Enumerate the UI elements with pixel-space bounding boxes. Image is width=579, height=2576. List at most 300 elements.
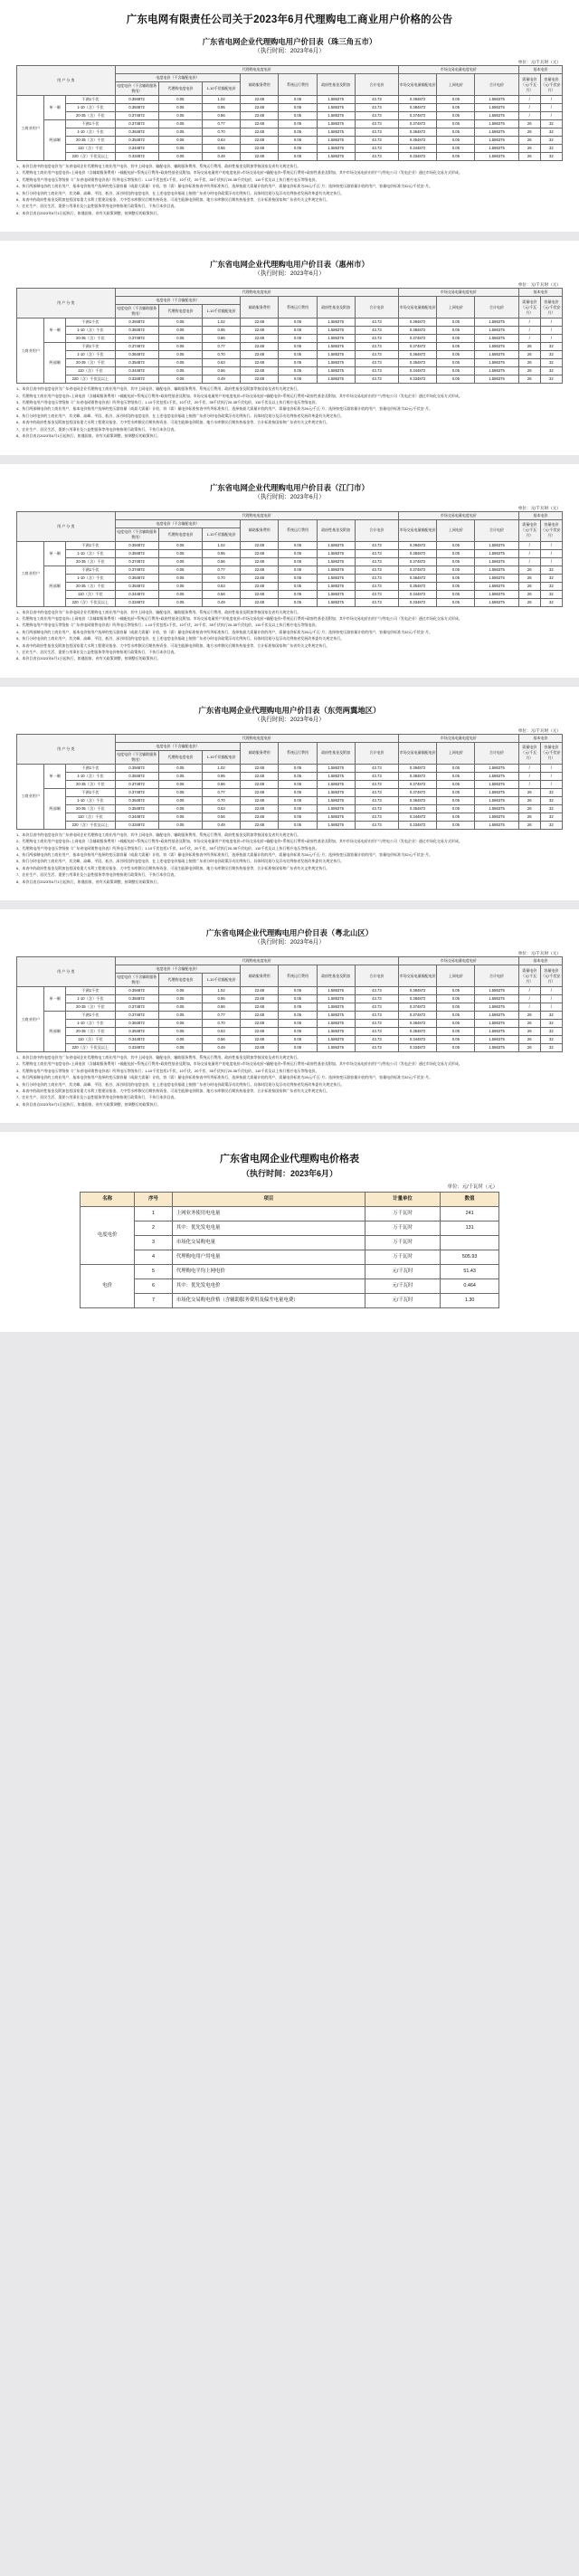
cell: 0.77	[202, 566, 240, 574]
cell: 0.49	[202, 375, 240, 384]
cell: 43.73	[355, 804, 398, 813]
col-mkt-grid: 市场交易电量输配电价	[399, 519, 437, 541]
col-demand: 需量电价（元/千瓦·月）	[518, 742, 540, 764]
cell: 0.05	[158, 335, 202, 343]
price-list-sub: （执行时间：2023年6月）	[241, 1169, 338, 1179]
row-voltage: 不满1千伏	[66, 96, 115, 104]
col-gov: 政府性基金及附加	[317, 519, 355, 541]
cell: 7	[135, 1294, 173, 1308]
cell: 22.68	[241, 367, 279, 375]
cell: 1.586375	[317, 995, 355, 1003]
cell: 26	[518, 788, 540, 796]
row-voltage: 1-10（含）千伏	[66, 574, 115, 582]
cell: 43.73	[355, 549, 398, 557]
col-gov: 政府性基金及附加	[317, 965, 355, 987]
cell: 0.05	[437, 804, 475, 813]
cell: 26	[518, 804, 540, 813]
cell: 1.586375	[475, 987, 518, 995]
cell: 3	[135, 1236, 173, 1250]
cell: 0.05	[279, 359, 317, 367]
cell: 市场化交易购电量	[172, 1236, 365, 1250]
cell: 0.05	[158, 813, 202, 821]
group-basic: 基本电价	[518, 511, 562, 519]
table-body-1	[17, 96, 563, 161]
table-sub-2: （执行时间：2023年6月）	[254, 271, 325, 278]
cell: 1.02	[202, 764, 240, 772]
cell: 0.05	[158, 821, 202, 829]
cell: /	[540, 112, 562, 120]
cell: 0.354872	[115, 582, 158, 590]
table-row	[17, 557, 563, 566]
table-row	[17, 549, 563, 557]
cell: 0.394872	[399, 96, 437, 104]
group-market: 市场交易电量电度电价	[399, 734, 519, 742]
row-sub-single: 单一制	[44, 987, 66, 1012]
cell: 0.05	[158, 1044, 202, 1052]
cell: 0.05	[437, 153, 475, 161]
cell: 1.586375	[317, 351, 355, 359]
cell: 0.364872	[399, 796, 437, 804]
table-row	[17, 772, 563, 780]
col-user-class: 用 户 分 类	[17, 289, 116, 318]
row-voltage: 1-10（含）千伏	[66, 128, 115, 137]
cell: 0.86	[202, 1003, 240, 1012]
cell: 0.384872	[115, 772, 158, 780]
row-group-label: 工商业用户	[17, 764, 44, 829]
table-row	[17, 343, 563, 351]
cell: 上网业务使用电电量	[172, 1207, 365, 1221]
cell: 32	[540, 137, 562, 145]
cell: 1.586375	[475, 995, 518, 1003]
cell: 1.586375	[317, 796, 355, 804]
announcement-title: 广东电网有限责任公司关于2023年6月代理购电工商业用户价格的公告	[126, 14, 453, 25]
cell: 1.586375	[317, 120, 355, 128]
group-energy: 代理购电电度电价	[115, 289, 399, 297]
cell: 32	[540, 120, 562, 128]
col-e2: 代理购电度电价	[158, 974, 202, 987]
cell: 1.586375	[317, 112, 355, 120]
cell: 26	[518, 375, 540, 384]
cell: 0.05	[437, 598, 475, 606]
cell: 0.05	[158, 1020, 202, 1028]
cell: 43.73	[355, 1028, 398, 1036]
cell: 131	[441, 1221, 499, 1236]
col-aux: 辅助服务费用	[241, 74, 279, 96]
note-item: 4、执行两部制电价的工商业用户，基本电价按用户选择的变压器容量（或最大需量）计收，容（需）量电价标准按表中所列标准执行，选择按最大需量计收的用户，需量电价标准为26元/千瓦·月；选择按变压器容量计收的用户，容量电价标准为32元/千伏安·月。	[16, 406, 433, 412]
col-demand: 需量电价（元/千瓦·月）	[518, 74, 540, 96]
cell: 0.334872	[115, 375, 158, 384]
cell: /	[518, 772, 540, 780]
table-row	[17, 764, 563, 772]
col-mkt-total: 合计电价	[475, 74, 518, 96]
cell: 0.05	[437, 541, 475, 549]
cell: 0.05	[437, 813, 475, 821]
table-row	[17, 1012, 563, 1020]
row-sub-single: 单一制	[44, 541, 66, 566]
col-e2: 代理购电度电价	[158, 82, 202, 96]
cell: 26	[518, 343, 540, 351]
table-title-5: 广东省电网企业代理购电用户价目表（粤北山区）	[205, 928, 374, 937]
row-voltage: 1-10（含）千伏	[66, 796, 115, 804]
table-row	[81, 1265, 499, 1279]
cell: /	[518, 780, 540, 788]
cell: 1.586375	[475, 1036, 518, 1044]
cell: 43.73	[355, 104, 398, 112]
cell: 43.73	[355, 351, 398, 359]
cell: 1.586375	[475, 566, 518, 574]
note-item: 4、执行两部制电价的工商业用户，基本电价按用户选择的变压器容量（或最大需量）计收，容（需）量电价标准按表中所列标准执行，选择按最大需量计收的用户，需量电价标准为26元/千瓦·月；选择按变压器容量计收的用户，容量电价标准为32元/千伏安·月。	[16, 851, 433, 857]
cell: 1.586375	[317, 772, 355, 780]
cell: 22.68	[241, 1044, 279, 1052]
row-voltage: 110（含）千伏	[66, 1036, 115, 1044]
cell: 0.374872	[115, 1003, 158, 1012]
table-title-2: 广东省电网企业代理购电用户价目表（惠州市）	[210, 260, 369, 270]
cell: 0.05	[158, 112, 202, 120]
cell: 43.73	[355, 96, 398, 104]
price-list-body	[81, 1207, 499, 1308]
cell: 0.05	[158, 788, 202, 796]
note-item: 4、执行两部制电价的工商业用户，基本电价按用户选择的变压器容量（或最大需量）计收，容（需）量电价标准按表中所列标准执行，选择按最大需量计收的用户，需量电价标准为26元/千瓦·月；选择按变压器容量计收的用户，容量电价标准为32元/千伏安·月。	[16, 629, 433, 634]
cell: 1	[135, 1207, 173, 1221]
cell: 32	[540, 367, 562, 375]
sub-energy-price: 电度电价（不含输配电价）	[115, 297, 241, 305]
cell: 0.86	[202, 335, 240, 343]
cell: 0.05	[279, 821, 317, 829]
cell: 26	[518, 1020, 540, 1028]
cell: 1.586375	[317, 541, 355, 549]
cell: 0.05	[279, 120, 317, 128]
document-page-5	[0, 909, 579, 1123]
col-sys: 系统运行费用	[279, 519, 317, 541]
cell: 0.86	[202, 557, 240, 566]
note-item: 5、执行分时电价的工商业用户，其尖峰、高峰、平段、低谷、深谷时段的电度电价，在上述电度电价基础上按照广东省分时电价政策浮动比例执行。具体时段划分及浮动比例按省发展改革委有关规定执行。	[16, 1081, 345, 1087]
note-item: 3、代理购电用户用电电压等级按《广东省电网销售电价表》所列电压等级执行；1-10千伏包括1千伏、10千伏，20千伏、35千伏执行20-35千伏电价，110千伏及以上执行相应电压等级电价。	[16, 623, 319, 628]
cell: 43.73	[355, 788, 398, 796]
cell: 1.586375	[475, 128, 518, 137]
col-e3: 1-10千伏输配电价	[202, 305, 240, 318]
sub-energy-price: 电度电价（不含输配电价）	[115, 519, 241, 528]
cell: 0.63	[202, 137, 240, 145]
note-item: 3、代理购电用户用电电压等级按《广东省电网销售电价表》所列电压等级执行；1-10千伏包括1千伏、10千伏，20千伏、35千伏执行20-35千伏电价，110千伏及以上执行相应电压等级电价。	[16, 400, 319, 405]
col-total: 合计电价	[355, 519, 398, 541]
cell: 0.05	[279, 112, 317, 120]
cell: 26	[518, 1028, 540, 1036]
row-voltage: 不满1千伏	[66, 120, 115, 128]
col-capacity: 容量电价（元/千伏安·月）	[540, 519, 562, 541]
cell: 0.374872	[399, 120, 437, 128]
note-item: 3、代理购电用户用电电压等级按《广东省电网销售电价表》所列电压等级执行；1-10千伏包括1千伏、10千伏，20千伏、35千伏执行20-35千伏电价，110千伏及以上执行相应电压等级电价。	[16, 1068, 319, 1073]
col-e1: 电度电价（不含辅助服务费用）	[115, 82, 158, 96]
cell: /	[540, 764, 562, 772]
cell: 1.586375	[475, 104, 518, 112]
cell: 0.05	[437, 128, 475, 137]
row-voltage: 220（含）千伏及以上	[66, 1044, 115, 1052]
cell: 0.05	[279, 343, 317, 351]
cell: 1.02	[202, 318, 240, 327]
note-item: 1、本价目表中的电度电价为广东省电网企业代理购电工商业用户电价，其中上网电价、输配电价、辅助服务费用、系统运行费用、政府性基金及附加等按国家及省有关规定执行。	[16, 1055, 301, 1060]
cell: /	[540, 335, 562, 343]
unit-label-1: 单位：元/千瓦时（元）	[517, 282, 561, 288]
cell: 0.05	[437, 764, 475, 772]
cell: 0.05	[437, 1028, 475, 1036]
cell: 1.586375	[475, 788, 518, 796]
table-body-1	[17, 541, 563, 606]
note-item: 5、执行分时电价的工商业用户，其尖峰、高峰、平段、低谷、深谷时段的电度电价，在上述电度电价基础上按照广东省分时电价政策浮动比例执行。具体时段划分及浮动比例按省发展改革委有关规定执行。	[16, 636, 345, 642]
cell: 0.05	[279, 582, 317, 590]
cell: 0.05	[279, 367, 317, 375]
cell: 26	[518, 582, 540, 590]
cell: 505.93	[441, 1250, 499, 1265]
cell: 32	[540, 1020, 562, 1028]
cell: 0.05	[437, 557, 475, 566]
cell: 1.586375	[317, 764, 355, 772]
cell: /	[540, 541, 562, 549]
notes-3	[16, 610, 563, 662]
cell: 0.05	[437, 327, 475, 335]
group-basic: 基本电价	[518, 957, 562, 965]
row-voltage: 110（含）千伏	[66, 590, 115, 598]
col-mkt-up: 上网电价	[437, 519, 475, 541]
cell: 1.586375	[317, 1036, 355, 1044]
cell: 0.56	[202, 145, 240, 153]
table-row	[17, 153, 563, 161]
cell: 32	[540, 566, 562, 574]
row-voltage: 1-10（含）千伏	[66, 104, 115, 112]
col-e3: 1-10千伏输配电价	[202, 82, 240, 96]
table-row	[17, 566, 563, 574]
cell: 0.05	[437, 359, 475, 367]
cell: 0.05	[437, 566, 475, 574]
col-e2: 代理购电度电价	[158, 305, 202, 318]
col-capacity: 容量电价（元/千伏安·月）	[540, 965, 562, 987]
cell: 0.05	[437, 145, 475, 153]
note-item: 3、代理购电用户用电电压等级按《广东省电网销售电价表》所列电压等级执行；1-10千伏包括1千伏、10千伏，20千伏、35千伏执行20-35千伏电价，110千伏及以上执行相应电压等级电价。	[16, 176, 319, 182]
table-row	[17, 780, 563, 788]
cell: 43.73	[355, 359, 398, 367]
note-item: 6、本表中的政府性基金及附加包括国家重大水利工程建设基金、大中型水库移民后期扶持资金、可再生能源电价附加、地方水库移民后期扶持基金等，合计标准按国家和广东省有关文件规定执行。	[16, 865, 330, 870]
row-voltage: 不满1千伏	[66, 541, 115, 549]
cell: 26	[518, 566, 540, 574]
cell: 1.586375	[317, 96, 355, 104]
col-e2: 代理购电度电价	[158, 750, 202, 764]
cell: 0.77	[202, 120, 240, 128]
cell: 0.334872	[399, 1044, 437, 1052]
cell: /	[540, 104, 562, 112]
cell: 0.95	[202, 104, 240, 112]
cell: 0.334872	[115, 821, 158, 829]
cell: 代理购电用户用电量	[172, 1250, 365, 1265]
note-item: 1、本价目表中的电度电价为广东省电网企业代理购电工商业用户电价，其中上网电价、输配电价、辅助服务费用、系统运行费用、政府性基金及附加等按国家及省有关规定执行。	[16, 386, 301, 392]
row-voltage: 20-35（含）千伏	[66, 112, 115, 120]
cell: 其中：优先发电电价	[172, 1279, 365, 1294]
cell: 22.68	[241, 557, 279, 566]
cell: 0.05	[279, 335, 317, 343]
cell: 43.73	[355, 566, 398, 574]
cell: 0.05	[158, 541, 202, 549]
cell: 26	[518, 1012, 540, 1020]
price-list-title: 广东省电网企业代理购电价格表	[220, 1154, 359, 1165]
note-item: 5、执行分时电价的工商业用户，其尖峰、高峰、平段、低谷、深谷时段的电度电价，在上述电度电价基础上按照广东省分时电价政策浮动比例执行。具体时段划分及浮动比例按省发展改革委有关规定执行。	[16, 413, 345, 418]
cell: 1.586375	[317, 987, 355, 995]
group-energy: 代理购电电度电价	[115, 511, 399, 519]
cell: 0.384872	[115, 549, 158, 557]
row-voltage: 110（含）千伏	[66, 367, 115, 375]
cell: 22.68	[241, 995, 279, 1003]
cell: 26	[518, 1044, 540, 1052]
cell: 22.68	[241, 780, 279, 788]
cell: 0.364872	[115, 351, 158, 359]
cell: /	[518, 1003, 540, 1012]
cell: 0.364872	[399, 128, 437, 137]
cell: 0.77	[202, 788, 240, 796]
row-voltage: 1-10（含）千伏	[66, 327, 115, 335]
cell: 26	[518, 359, 540, 367]
cell: 0.05	[279, 145, 317, 153]
cell: 0.05	[158, 104, 202, 112]
cell: 0.05	[158, 557, 202, 566]
cell: 0.334872	[399, 375, 437, 384]
col-e1: 电度电价（不含辅助服务费用）	[115, 528, 158, 541]
table-row	[17, 987, 563, 995]
cell: 32	[540, 375, 562, 384]
cell: 22.68	[241, 1020, 279, 1028]
cell: 43.73	[355, 541, 398, 549]
cell: 0.05	[158, 137, 202, 145]
table-row	[81, 1221, 499, 1236]
col-mkt-total: 合计电价	[475, 965, 518, 987]
cell: 0.374872	[399, 780, 437, 788]
cell: 0.95	[202, 995, 240, 1003]
table-row	[81, 1294, 499, 1308]
row-sub-two: 两部制	[44, 566, 66, 606]
cell: 0.354872	[115, 1028, 158, 1036]
cell: 0.05	[437, 772, 475, 780]
cell: 22.68	[241, 788, 279, 796]
cell: 0.49	[202, 821, 240, 829]
document-page-6	[0, 1132, 579, 1332]
cell: 0.05	[158, 804, 202, 813]
cell: 32	[540, 1036, 562, 1044]
cell: 26	[518, 137, 540, 145]
note-item: 7、农业生产、居民生活、重要公用事业及公益性服务等用电价格按现行政策执行，不执行本价目表。	[16, 426, 178, 432]
notes-2	[16, 386, 563, 439]
cell: 0.70	[202, 1020, 240, 1028]
table-title-3: 广东省电网企业代理购电用户价目表（江门市）	[210, 482, 369, 492]
cell: 1.30	[441, 1294, 499, 1308]
col-mkt-grid: 市场交易电量输配电价	[399, 742, 437, 764]
group-market: 市场交易电量电度电价	[399, 289, 519, 297]
cell: 1.586375	[317, 359, 355, 367]
cell: 0.384872	[399, 327, 437, 335]
cell: 1.586375	[317, 574, 355, 582]
col-mkt-total: 合计电价	[475, 297, 518, 318]
document-page-2	[0, 241, 579, 454]
cell: 0.374872	[399, 788, 437, 796]
cell: 22.68	[241, 112, 279, 120]
table-row	[17, 582, 563, 590]
cell: /	[540, 987, 562, 995]
table-sub-5: （执行时间：2023年6月）	[254, 939, 325, 946]
cell: 0.05	[279, 772, 317, 780]
table-row	[17, 574, 563, 582]
row-voltage: 20-35（含）千伏	[66, 582, 115, 590]
cell: 26	[518, 598, 540, 606]
cell: 26	[518, 813, 540, 821]
row-voltage: 不满1千伏	[66, 566, 115, 574]
cell: 0.344872	[399, 367, 437, 375]
cell: 1.586375	[475, 351, 518, 359]
cell: 32	[540, 359, 562, 367]
cell: 22.68	[241, 1036, 279, 1044]
cell: 22.68	[241, 351, 279, 359]
cell: 0.05	[158, 367, 202, 375]
cell: 43.73	[355, 821, 398, 829]
cell: 1.586375	[475, 1020, 518, 1028]
note-item: 1、本价目表中的电度电价为广东省电网企业代理购电工商业用户电价，其中上网电价、输配电价、辅助服务费用、系统运行费用、政府性基金及附加等按国家及省有关规定执行。	[16, 609, 301, 614]
table-row	[17, 145, 563, 153]
cell: 0.05	[158, 359, 202, 367]
cell: 0.374872	[115, 335, 158, 343]
price-table-5	[16, 956, 563, 1052]
cell: 0.05	[158, 145, 202, 153]
col-user-class: 用 户 分 类	[17, 957, 116, 987]
cell: 0.05	[279, 780, 317, 788]
cell: 0.374872	[115, 120, 158, 128]
table-row	[17, 1036, 563, 1044]
table-row	[17, 804, 563, 813]
cell: 0.05	[437, 375, 475, 384]
row-voltage: 20-35（含）千伏	[66, 335, 115, 343]
cell: 1.586375	[475, 367, 518, 375]
cell: 0.70	[202, 796, 240, 804]
cell: 0.77	[202, 1012, 240, 1020]
table-row	[81, 1250, 499, 1265]
cell: 0.05	[279, 813, 317, 821]
cell: 0.334872	[399, 598, 437, 606]
cell: 0.354872	[115, 137, 158, 145]
cell: 0.364872	[399, 351, 437, 359]
note-item: 1、本价目表中的电度电价为广东省电网企业代理购电工商业用户电价，其中上网电价、输配电价、辅助服务费用、系统运行费用、政府性基金及附加等按国家及省有关规定执行。	[16, 164, 301, 168]
cell: 22.68	[241, 772, 279, 780]
table-row	[17, 598, 563, 606]
row-sub-single: 单一制	[44, 96, 66, 120]
cell: 22.68	[241, 120, 279, 128]
cell: 43.73	[355, 318, 398, 327]
row-voltage: 20-35（含）千伏	[66, 804, 115, 813]
cell: 0.384872	[115, 995, 158, 1003]
cell: 22.68	[241, 318, 279, 327]
cell: 43.73	[355, 327, 398, 335]
cell: /	[518, 112, 540, 120]
note-item: 4、执行两部制电价的工商业用户，基本电价按用户选择的变压器容量（或最大需量）计收，容（需）量电价标准按表中所列标准执行，选择按最大需量计收的用户，需量电价标准为26元/千瓦·月；选择按变压器容量计收的用户，容量电价标准为32元/千伏安·月。	[16, 1075, 433, 1080]
cell: 0.05	[158, 318, 202, 327]
cell: 6	[135, 1279, 173, 1294]
table-title-1: 广东省电网企业代理购电用户价目表（珠三角五市）	[202, 37, 377, 46]
cell: 1.586375	[475, 557, 518, 566]
row-voltage: 不满1千伏	[66, 343, 115, 351]
table-row	[17, 327, 563, 335]
note-item: 1、本价目表中的电度电价为广东省电网企业代理购电工商业用户电价，其中上网电价、输配电价、辅助服务费用、系统运行费用、政府性基金及附加等按国家及省有关规定执行。	[16, 832, 301, 837]
cell: 0.05	[158, 987, 202, 995]
cell: 0.49	[202, 598, 240, 606]
cell: 0.05	[437, 582, 475, 590]
col-gov: 政府性基金及附加	[317, 74, 355, 96]
cell: 0.374872	[399, 335, 437, 343]
cell: 0.05	[437, 1012, 475, 1020]
table-row	[17, 541, 563, 549]
cell: 0.86	[202, 112, 240, 120]
cell: 22.68	[241, 375, 279, 384]
